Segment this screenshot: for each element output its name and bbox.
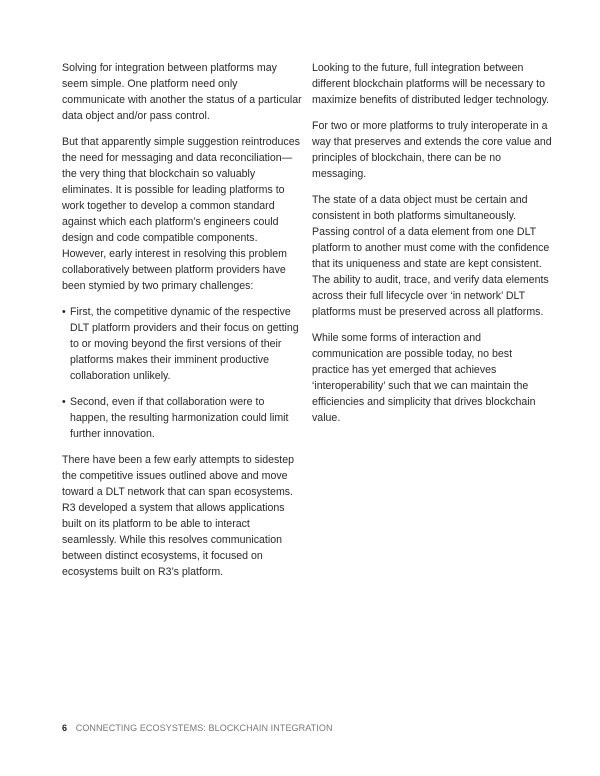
- paragraph: The state of a data object must be certain and consistent in both platforms simultaneously. Passing control of a data element from one DLT platform to another must come with the confidence that its uniqueness and state are kept consistent. The ability to audit, trace, and verify data elements across their full lifecycle over ‘in network’ DLT platforms must be preserved across all platforms.: [312, 194, 550, 318]
- list-item-text: Second, even if that collaboration were to happen, the resulting harmonization could limit further innovation.: [70, 396, 289, 440]
- list-item: [62, 304, 302, 384]
- paragraph: But that apparently simple suggestion reintroduces the need for messaging and data reconciliation—the very thing that blockchain so valuably eliminates. It is possible for leading platforms to work together to develop a common standard against which each platform’s engineers could design and code compatible components. However, early interest in resolving this problem collaboratively between platform providers have been stymied by two primary challenges:: [62, 136, 300, 292]
- paragraph: For two or more platforms to truly interoperate in a way that preserves and extends the core value and principles of blockchain, there can be no messaging.: [312, 120, 552, 180]
- right-column: [312, 60, 552, 436]
- bullet-icon: •: [62, 396, 66, 408]
- list-item-text: First, the competitive dynamic of the respective DLT platform providers and their focus on getting to or moving beyond the first versions of their platforms makes their imminent productive collaboration unlikely.: [70, 306, 299, 382]
- paragraph: Solving for integration between platforms may seem simple. One platform need only communicate with another the status of a particular data object and/or pass control.: [62, 62, 302, 122]
- page-footer: [62, 723, 333, 733]
- footer-title: CONNECTING ECOSYSTEMS: BLOCKCHAIN INTEGRATION: [75, 723, 333, 733]
- bullet-icon: •: [62, 306, 66, 318]
- paragraph: There have been a few early attempts to sidestep the competitive issues outlined above and move toward a DLT network that can span ecosystems. R3 developed a system that allows applications built on its platform to be able to interact seamlessly. While this resolves communication between distinct ecosystems, it focused on ecosystems built on R3’s platform.: [62, 454, 295, 578]
- list-item: [62, 394, 302, 442]
- page-number: 6: [62, 723, 68, 733]
- paragraph: Looking to the future, full integration between different blockchain platforms will be necessary to maximize benefits of distributed ledger technology.: [312, 62, 550, 106]
- left-column: [62, 60, 302, 590]
- challenges-list: [62, 304, 302, 442]
- paragraph: While some forms of interaction and communication are possible today, no best practice has yet emerged that achieves ‘interoperability’ such that we can maintain the efficiencies and simplicity that drives blockchain value.: [312, 332, 536, 424]
